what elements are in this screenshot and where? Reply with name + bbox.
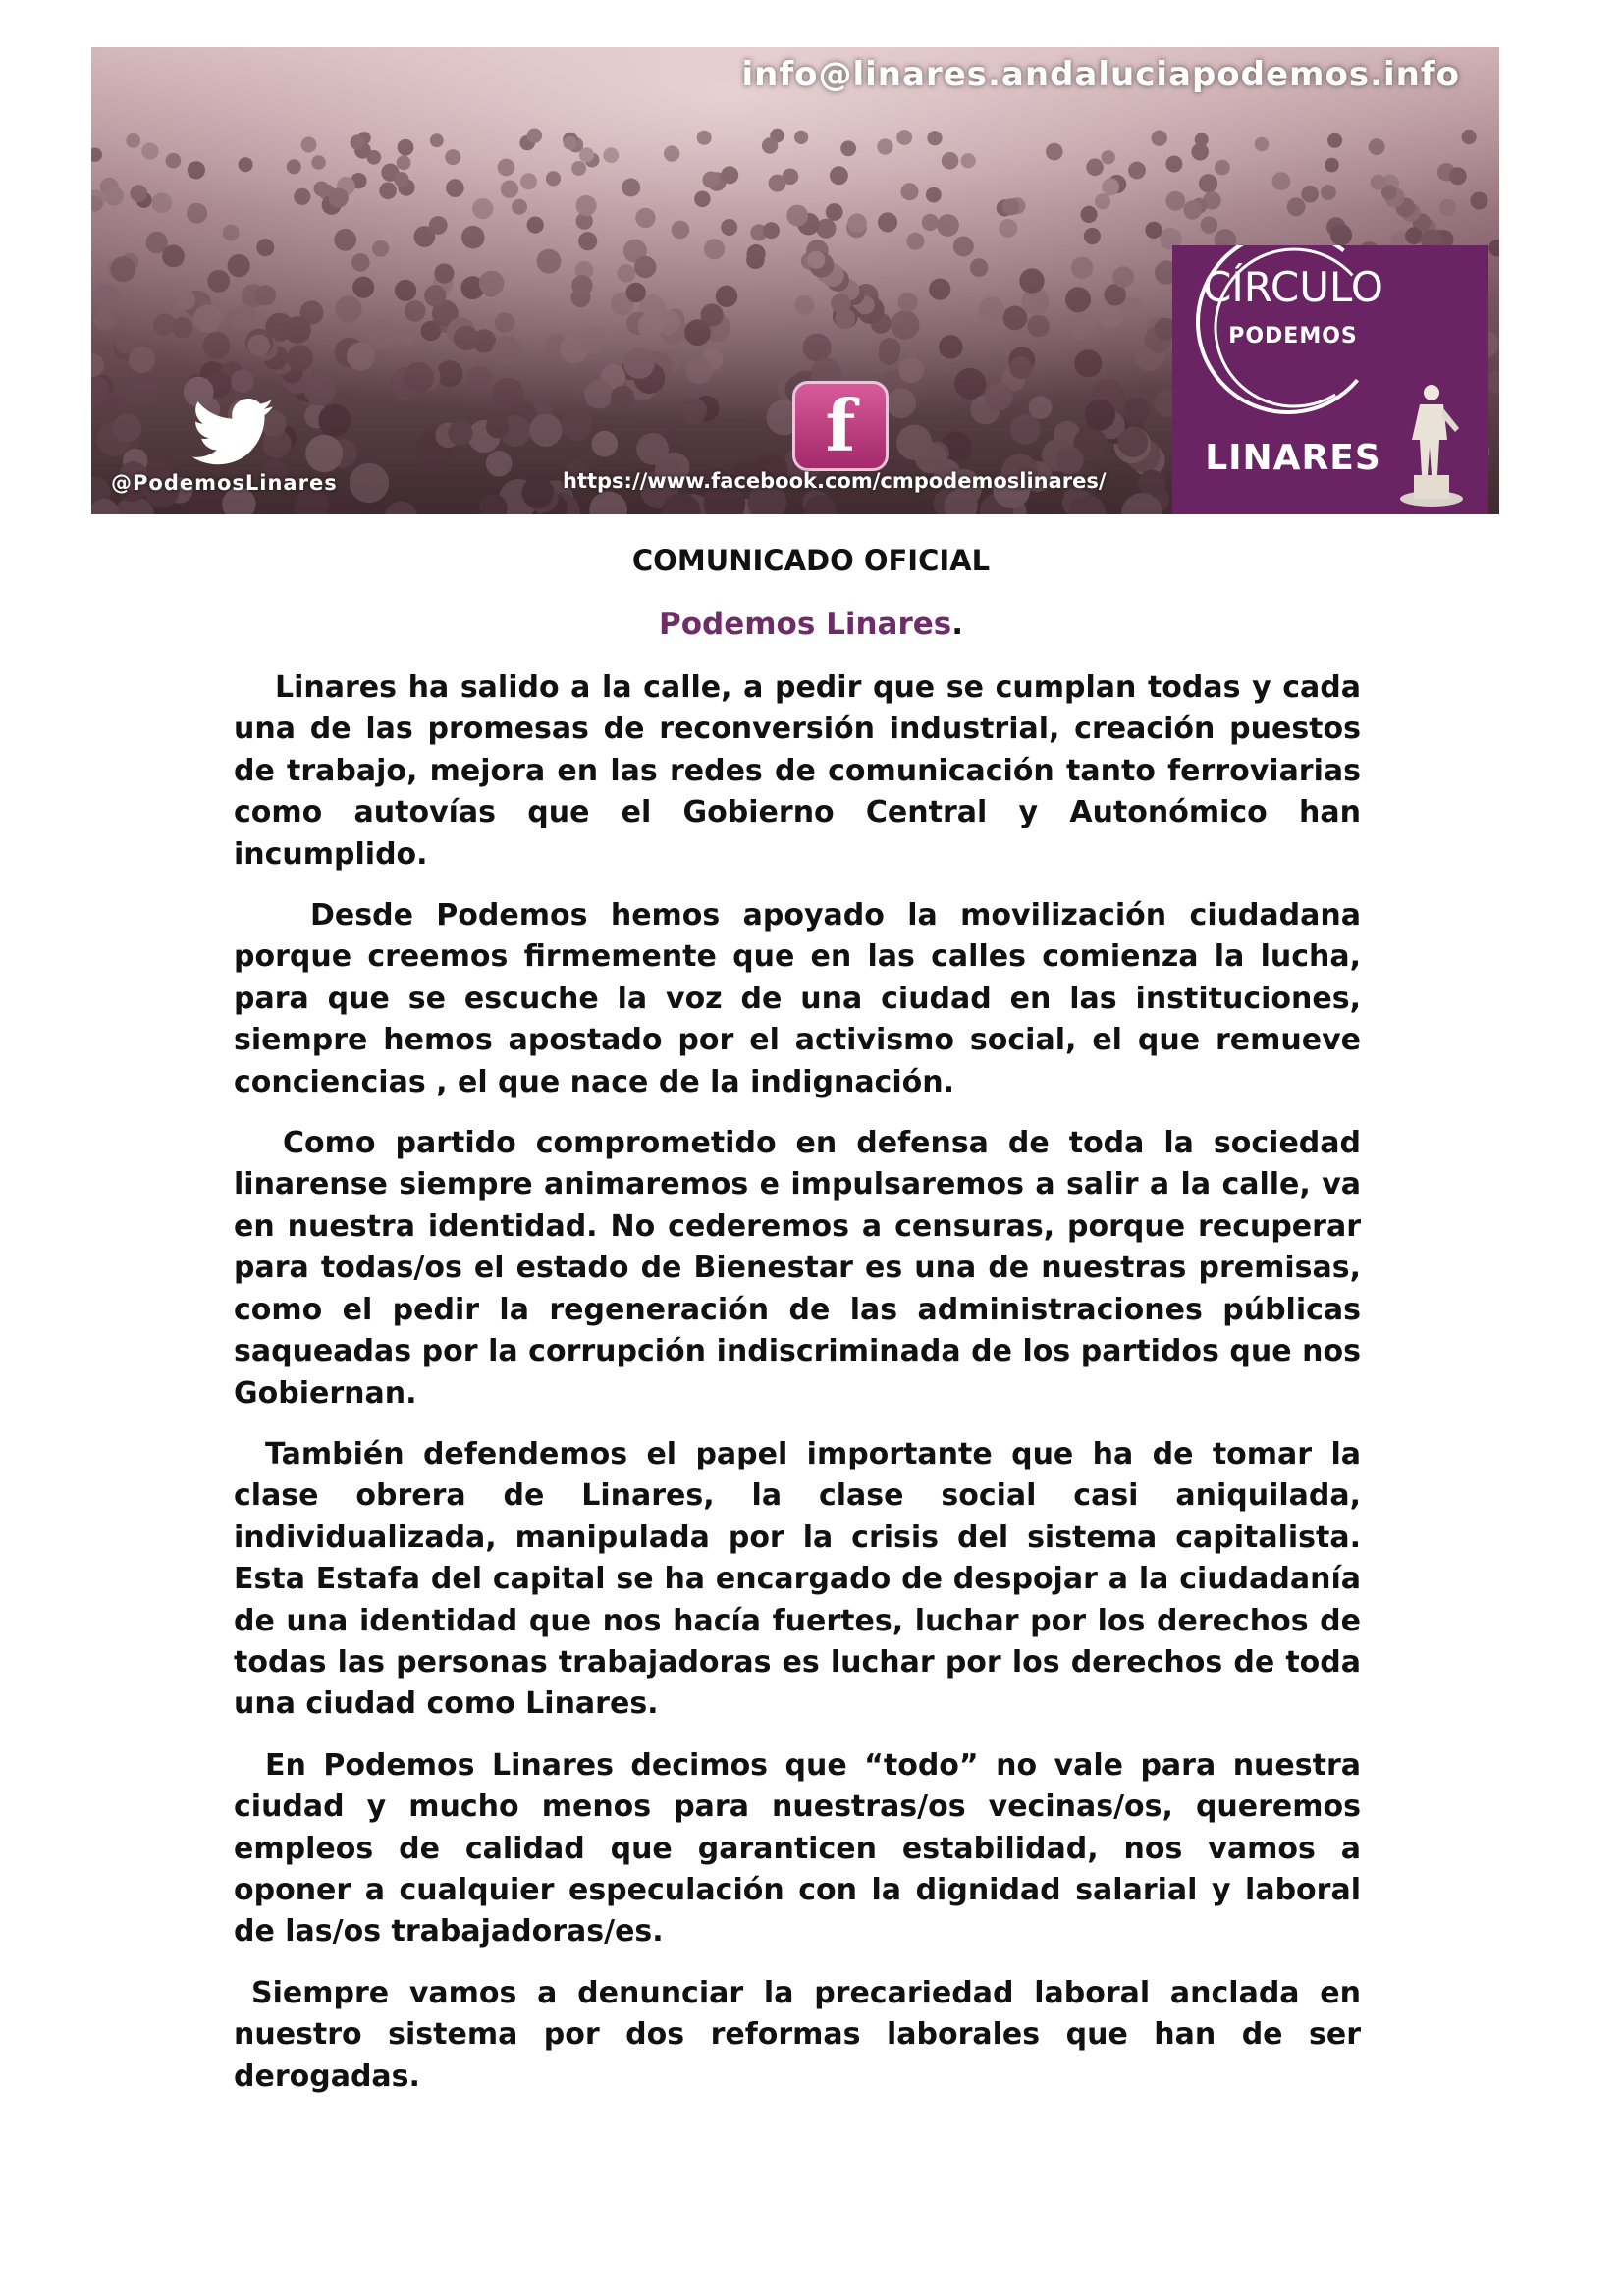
paragraph-3: Como partido comprometido en defensa de toda la sociedad linarense siempre animaremos e impulsaremos a salir a la calle, va en nuestra identidad. No cederemos a censuras, porque recuperar para todas/os el estado de Bienestar es una de nuestras premisas, como el pedir la regeneración de las administraciones públicas saqueadas por la corrupción indiscriminada de los partidos que nos Gobiernan. (234, 1126, 1361, 1411)
header-banner (91, 47, 1499, 514)
paragraph-5: En Podemos Linares decimos que “todo” no vale para nuestra ciudad y mucho menos para nuestras/os vecinas/os, queremos empleos de calidad que garanticen estabilidad, nos vamos a oponer a cualquier especulación con la dignidad salarial y laboral de las/os trabajadoras/es. (234, 1747, 1361, 1949)
paragraph-6: Siempre vamos a denunciar la precariedad laboral anclada en nuestro sistema por dos reformas laborales que han de ser derogadas. (234, 1975, 1361, 2094)
facebook-icon[interactable]: f (792, 381, 889, 471)
subtitle-punct: . (951, 607, 963, 642)
twitter-icon[interactable] (189, 399, 278, 467)
logo-linares: LINARES (1205, 438, 1381, 478)
twitter-handle[interactable]: @PodemosLinares (111, 471, 338, 495)
paragraph-2: Desde Podemos hemos apoyado la movilización ciudadana porque creemos firmemente que en las calles comienza la lucha, para que se escuche la voz de una ciudad en las instituciones, siempre hemos apostado por el activismo social, el que remueve conciencias , el que nace de la indignación. (234, 898, 1361, 1099)
document-subtitle (0, 607, 1622, 642)
statue-icon (1396, 377, 1467, 507)
circulo-podemos-logo (1172, 245, 1488, 514)
contact-email[interactable]: info@linares.andaluciapodemos.info (741, 55, 1460, 94)
logo-circulo: CÍRCULO (1203, 263, 1383, 311)
subtitle-text: Podemos Linares (659, 607, 952, 642)
document-title: COMUNICADO OFICIAL (631, 544, 991, 577)
paragraph-4: También defendemos el papel importante que ha de tomar la clase obrera de Linares, la clase social casi aniquilada, individualizada, manipulada por la crisis del sistema capitalista. Esta Estafa del capital se ha encargado de despojar a la ciudadanía de una identidad que nos hacía fuertes, luchar por los derechos de todas las personas trabajadoras es luchar por los derechos de toda una ciudad como Linares. (234, 1436, 1361, 1722)
document-body (234, 667, 1361, 2117)
facebook-url[interactable]: https://www.facebook.com/cmpodemoslinares/ (563, 469, 1107, 493)
paragraph-1: Linares ha salido a la calle, a pedir que se cumplan todas y cada una de las promesas de reconversión industrial, creación puestos de trabajo, mejora en las redes de comunicación tanto ferroviarias como autovías que el Gobierno Central y Autonómico han incumplido. (234, 670, 1361, 872)
logo-podemos: PODEMOS (1228, 324, 1358, 348)
